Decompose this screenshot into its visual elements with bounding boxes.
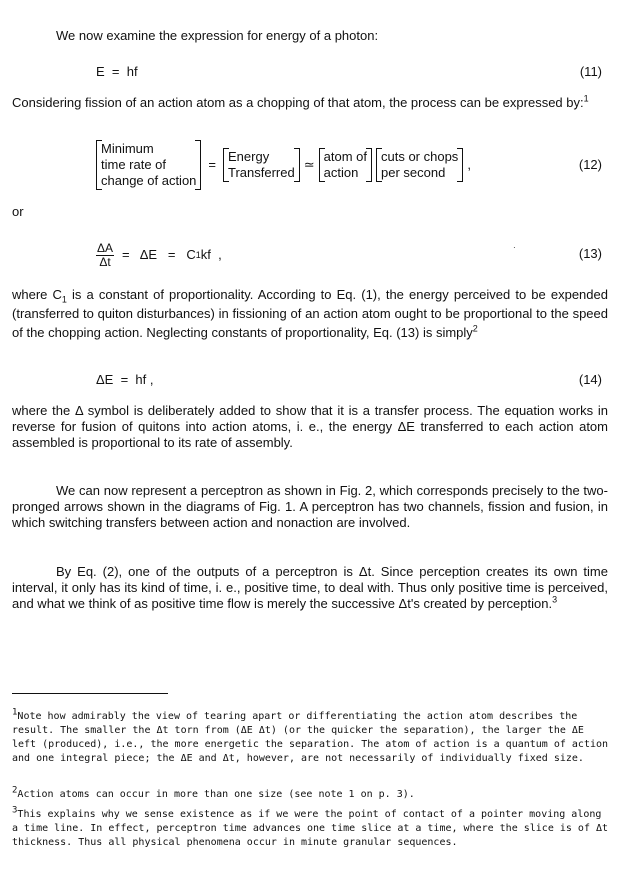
footnote-2-marker: 2 (12, 785, 18, 796)
bracket-2-line-2: Transferred (228, 165, 295, 180)
word-or: or (12, 204, 24, 219)
footnote-1 (12, 707, 610, 766)
equation-13: $\frac{\Delta A}{\Delta t}$ = ΔE = C 1 kf , (97, 240, 222, 269)
paragraph-fission-chopping-text: Considering fission of an action atom as a chopping of that atom, the process can be expressed by: (12, 95, 584, 110)
bracket-1-line-2: time rate of (101, 157, 167, 172)
equation-12-comma: , (467, 157, 471, 172)
footnote-ref-2: 2 (472, 323, 478, 334)
footnote-divider (12, 693, 168, 694)
paragraph-fission-chopping (12, 95, 608, 111)
equation-11 (12, 64, 602, 84)
paragraph-positive-time-text: By Eq. (2), one of the outputs of a perceptron is Δt. Since perception creates its own time interval, it only has its kind of time, i. e., positive time, to deal with. Thus only positive time is perceived, and what we think of as positive time flow is merely the successive Δt's created by perception. (12, 564, 608, 611)
paragraph-positive-time (12, 564, 608, 612)
bracket-3-line-1: atom of (323, 149, 367, 164)
approx-sign: ≃ (303, 157, 315, 172)
equation-12 (96, 137, 471, 193)
equation-14-expression: ΔE = hf , (96, 372, 154, 387)
bracket-energy-transferred (223, 148, 300, 182)
paragraph-transfer-process: where the Δ symbol is deliberately added to show that it is a transfer process. The equation works in reverse for fusion of quitons into action atoms, i. e., the energy ΔE transferred to each action atom assembled is proportional to its rate of assembly. (12, 403, 608, 450)
equation-14-number: (14) (578, 372, 602, 387)
paragraph-proportionality-a: where C (12, 287, 62, 302)
bracket-4-line-1: cuts or chops (380, 149, 459, 164)
bracket-2-line-1: Energy (228, 149, 270, 164)
bracket-4-line-2: per second (380, 165, 446, 180)
equation-13-number: (13) (578, 246, 602, 261)
equation-13-middle: = ΔE = C (122, 247, 196, 262)
footnote-ref-1: 1 (583, 93, 589, 104)
bracket-cuts-per-second (376, 148, 463, 182)
bracket-1-line-3: change of action (101, 173, 197, 188)
equation-11-number: (11) (579, 64, 602, 79)
footnote-2 (12, 785, 610, 802)
footnote-1-text: Note how admirably the view of tearing apart or differentiating the action atom describes the result. The smaller the Δt torn from (ΔE Δt) (or the quicker the separation), the larger the ΔE left (produced), i.e., the more energetic the separation. The atom of action is a quantum of action and one integral piece; the ΔE and Δt, however, are not necessarily of individually fixed size. (12, 711, 609, 764)
equation-12-number: (12) (578, 157, 602, 172)
paragraph-proportionality-b: is a constant of proportionality. According to Eq. (1), the energy perceived to be expended (transferred to quiton disturbances) in fissioning of an action atom ought to be proportional to the speed of the chopping action. Neglecting constants of proportionality, Eq. (13) is simply (12, 287, 608, 340)
fraction-denominator: Δt (99, 254, 111, 269)
bracket-minimum-time-rate (96, 140, 201, 190)
footnote-3-marker: 3 (12, 805, 18, 816)
footnote-3-text: This explains why we sense existence as if we were the point of contact of a pointer moving along a time line. In effect, perceptron time advances one time slice at a time, where the slice is of Δt thickness. Thus all physical phenomena occur in minute granular sequences. (12, 809, 609, 848)
footnote-2-text: Action atoms can occur in more than one size (see note 1 on p. 3). (17, 789, 415, 800)
bracket-atom-of-action (319, 148, 372, 182)
equation-14 (12, 372, 602, 392)
footnote-3 (12, 805, 610, 850)
bracket-1-line-1: Minimum (101, 141, 154, 156)
c1-subscript: 1 (61, 294, 67, 305)
stray-dot: · (513, 243, 516, 252)
fraction-numerator: ΔA (97, 240, 114, 255)
fraction-dA-dt (96, 242, 114, 269)
bracket-3-line-2: action (323, 165, 359, 180)
footnote-ref-3: 3 (552, 594, 558, 605)
equation-13-rest: kf , (200, 247, 222, 262)
paragraph-proportionality (12, 285, 608, 342)
equation-11-expression: E = hf (96, 64, 138, 79)
paragraph-perceptron: We can now represent a perceptron as shown in Fig. 2, which corresponds precisely to the two-pronged arrows shown in the diagrams of Fig. 1. A perceptron has two channels, fission and fusion, in which switching transfers between action and nonaction are involved. (12, 483, 608, 530)
paragraph-photon-intro: We now examine the expression for energy of a photon: (56, 28, 379, 43)
footnote-1-marker: 1 (12, 707, 18, 718)
equals-sign: = (208, 157, 216, 172)
